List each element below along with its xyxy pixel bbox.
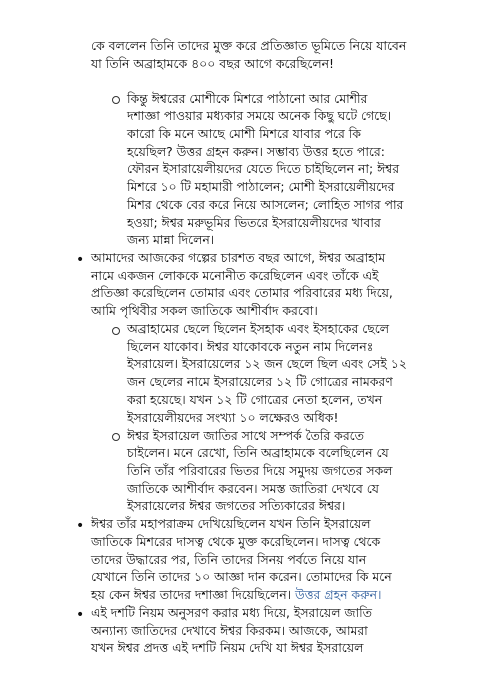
text-line: যখন ঈশ্বর প্রদত্ত এই দশটি নিয়ম দেখি যা ঈশ্বর ইসরায়েল bbox=[91, 640, 364, 655]
text-line: আমাদের আজকের গল্পের চারশত বছর আগে, ঈশ্বর অব্রাহাম bbox=[91, 250, 386, 265]
text-line: ঈশ্বর তাঁর মহাপরাক্রম দেখিয়েছিলেন যখন তিনি ইসরায়েল bbox=[91, 516, 371, 531]
text-line: দশাজ্ঞা পাওয়ার মধ্যকার সময়ে অনেক কিছু ঘটে গেছে। bbox=[127, 108, 392, 123]
text-line: যেখানে তিনি তাদের ১০ আজ্ঞা দান করেন। তোমাদের কি মনে bbox=[91, 569, 392, 584]
text-line: জন্য মান্না দিলেন। bbox=[127, 232, 215, 247]
text-line: কে বললেন তিনি তাদের মুক্ত করে প্রতিজ্ঞাত ভূমিতে নিয়ে যাবেন bbox=[91, 38, 407, 53]
text-line: এই দশটি নিয়ম অনুসরণ করার মধ্য দিয়ে, ইসরায়েল জাতি bbox=[91, 605, 372, 620]
text-line: চাইলেন। মনে রেখো, তিনি অব্রাহামকে বলেছিলেন যে bbox=[127, 445, 389, 460]
text-segment: হয় কেন ঈশ্বর তাদের দশাজ্ঞা দিয়েছিলেন। bbox=[91, 587, 292, 602]
text-line: নামে একজন লোককে মনোনীত করেছিলেন এবং তাঁকে এই bbox=[91, 268, 379, 283]
text-line bbox=[91, 587, 381, 603]
text-line: মিশর থেকে বের করে নিয়ে আসলেন; লোহিত সাগর পার bbox=[127, 197, 404, 212]
text-line: ঈশ্বর ইসরায়েল জাতির সাথে সম্পর্ক তৈরি করতে bbox=[127, 428, 364, 443]
text-line: যা তিনি অব্রাহামকে ৪০০ বছর আগে করেছিলেন! bbox=[91, 56, 334, 71]
text-line: ছিলেন যাকোব। ঈশ্বর যাকোবকে নতুন নাম দিলেনঃ bbox=[127, 339, 374, 354]
sub-bullet-marker bbox=[112, 96, 120, 104]
text-line: তাদের উদ্ধারের পর, তিনি তাদের সিনয় পর্বতে নিয়ে যান bbox=[91, 552, 367, 567]
text-line: হয়েছিল? উত্তর গ্রহন করুন। সম্ভাব্য উত্তর হতে পারে: bbox=[127, 144, 385, 159]
text-line: ইসরায়েলের ঈশ্বর জগতের সত্যিকারের ঈশ্বর। bbox=[127, 498, 346, 513]
bullet-marker: • bbox=[76, 518, 85, 534]
text-line: জাতিকে মিশরের দাসত্ব থেকে মুক্ত করেছিলেন। দাসত্ব থেকে bbox=[91, 534, 381, 549]
text-line: মিশরে ১০ টি মহামারী পাঠালেন; মোশী ইসরায়েলীয়দের bbox=[127, 179, 395, 194]
sub-bullet-marker bbox=[112, 327, 120, 335]
text-line: কারো কি মনে আছে মোশী মিশরে যাবার পরে কি bbox=[127, 126, 361, 141]
text-line: প্রতিজ্ঞা করেছিলেন তোমার এবং তোমার পরিবারের মধ্য দিয়ে, bbox=[91, 285, 393, 300]
text-line: করা হয়েছে। যখন ১২ টি গোত্রের নেতা হলেন, তখন bbox=[127, 392, 383, 407]
sub-bullet-marker bbox=[112, 433, 120, 441]
text-line: তিনি তাঁর পরিবারের ভিতর দিয়ে সমুদয় জগতের সকল bbox=[127, 463, 393, 478]
text-line: হওয়া; ঈশ্বর মরুভূমির ভিতরে ইসরায়েলীয়দের খাবার bbox=[127, 215, 381, 230]
text-line: ইসরায়েলীয়দের সংখ্যা ১০ লক্ষেরও অধিক! bbox=[127, 410, 339, 425]
text-line: অন্যান্য জাতিদের দেখাবে ঈশ্বর কিরকম। আজকে, আমরা bbox=[91, 623, 368, 638]
text-line: ইসরায়েল। ইসরায়েলের ১২ জন ছেলে ছিল এবং সেই ১২ bbox=[127, 356, 407, 371]
text-line: আমি পৃথিবীর সকল জাতিকে আশীর্বাদ করবো। bbox=[91, 303, 318, 318]
text-line: জাতিকে আশীর্বাদ করবেন। সমস্ত জাতিরা দেখবে যে bbox=[127, 481, 379, 496]
text-line: কিন্তু ঈশ্বরের মোশীকে মিশরে পাঠানো আর মোশীর bbox=[127, 91, 368, 106]
text-line: অব্রাহামের ছেলে ছিলেন ইসহাক এবং ইসহাকের ছেলে bbox=[127, 321, 389, 336]
text-line: ফৌরন ইসারায়েলীয়দের যেতে দিতে চাইছিলেন না; ঈশ্বর bbox=[127, 161, 400, 176]
answer-prompt: উত্তর গ্রহন করুন। bbox=[295, 587, 382, 602]
bullet-marker: • bbox=[76, 607, 85, 623]
bullet-marker: • bbox=[76, 252, 85, 268]
text-line: জন ছেলের নামে ইসরায়েলের ১২ টি গোত্রের নামকরণ bbox=[127, 374, 393, 389]
